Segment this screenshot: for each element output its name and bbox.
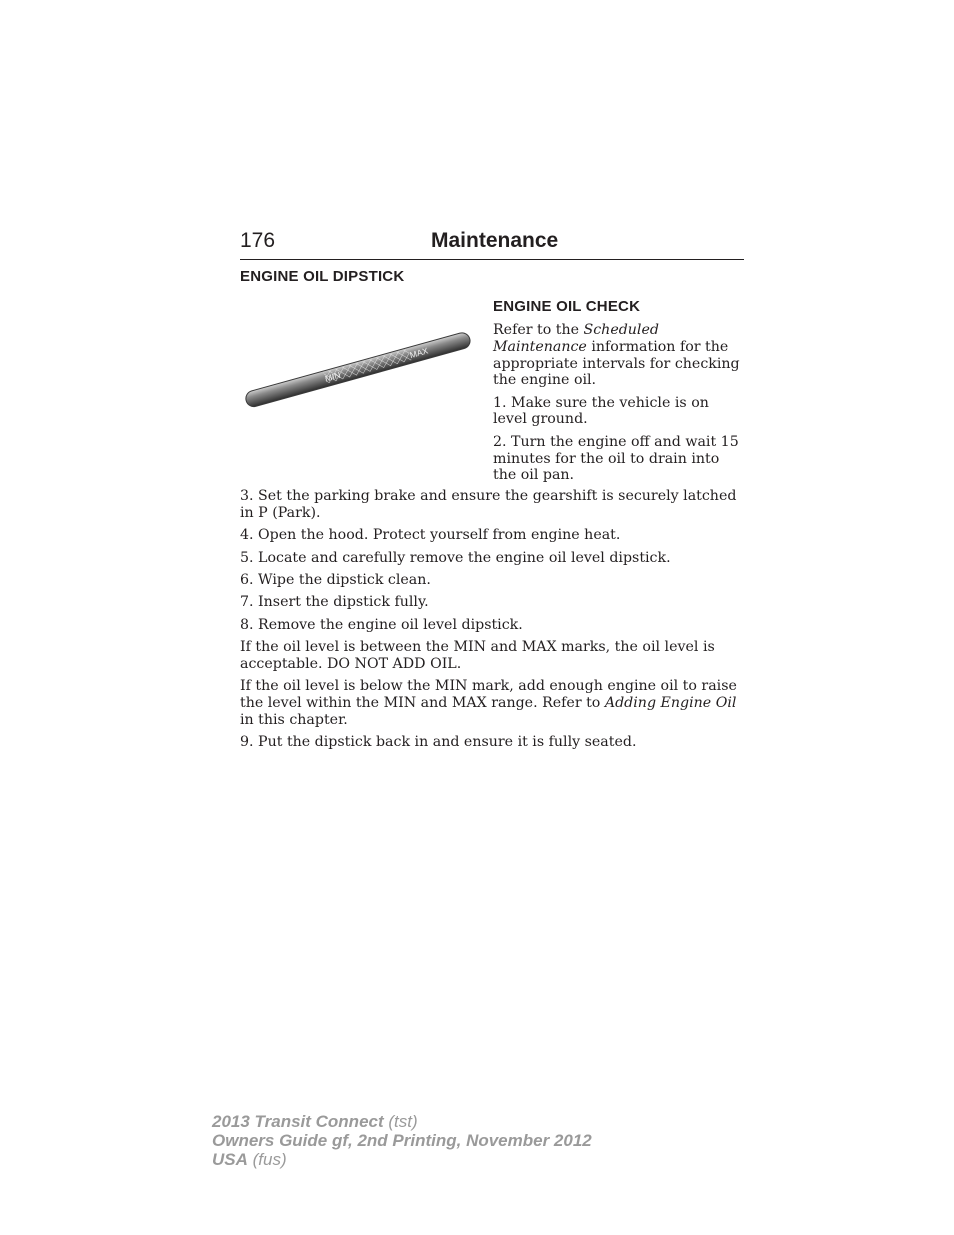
header-rule: [240, 259, 744, 260]
adding-engine-oil-ref: Adding Engine Oil: [604, 695, 737, 712]
chapter-title: Maintenance: [431, 229, 559, 252]
footer-line-2: Owners Guide gf, 2nd Printing, November 2012: [212, 1131, 592, 1150]
step-7: 7. Insert the dipstick fully.: [240, 594, 429, 611]
step-9: 9. Put the dipstick back in and ensure it is fully seated.: [240, 734, 637, 751]
document-footer: [212, 1112, 592, 1169]
main-column: [240, 488, 748, 757]
oil-check-heading: ENGINE OIL CHECK: [493, 298, 641, 315]
scheduled-maintenance-ref: Scheduled Maintenance: [493, 322, 659, 355]
step-1: 1. Make sure the vehicle is on level ground.: [493, 394, 709, 428]
page-number: 176: [240, 229, 276, 252]
footer-line-1: 2013 Transit Connect (tst): [212, 1112, 418, 1131]
step-6: 6. Wipe the dipstick clean.: [240, 571, 431, 588]
step-3: 3. Set the parking brake and ensure the gearshift is securely latched in P (Park).: [240, 488, 737, 521]
step-4: 4. Open the hood. Protect yourself from engine heat.: [240, 527, 621, 544]
step-8: 8. Remove the engine oil level dipstick.: [240, 616, 523, 633]
oil-level-ok-note: If the oil level is between the MIN and MAX marks, the oil level is acceptable. DO NOT ADD OIL.: [240, 639, 715, 672]
oil-level-low-note: If the oil level is below the MIN mark, add enough engine oil to raise the level within the MIN and MAX range. Refer to Adding Engine Oil in this chapter.: [240, 678, 737, 728]
step-2: 2. Turn the engine off and wait 15 minutes for the oil to drain into the oil pan.: [493, 433, 739, 484]
dipstick-max-label: MAX: [408, 345, 430, 361]
dipstick-min-label: MIN: [323, 369, 342, 384]
dipstick-illustration: [242, 332, 472, 412]
footer-line-3: USA (fus): [212, 1150, 287, 1169]
section-heading: ENGINE OIL DIPSTICK: [240, 268, 405, 285]
intro-paragraph: Refer to the Scheduled Maintenance information for the appropriate intervals for checking the engine oil.: [493, 322, 740, 389]
right-column: [493, 298, 745, 490]
step-5: 5. Locate and carefully remove the engine oil level dipstick.: [240, 549, 671, 566]
